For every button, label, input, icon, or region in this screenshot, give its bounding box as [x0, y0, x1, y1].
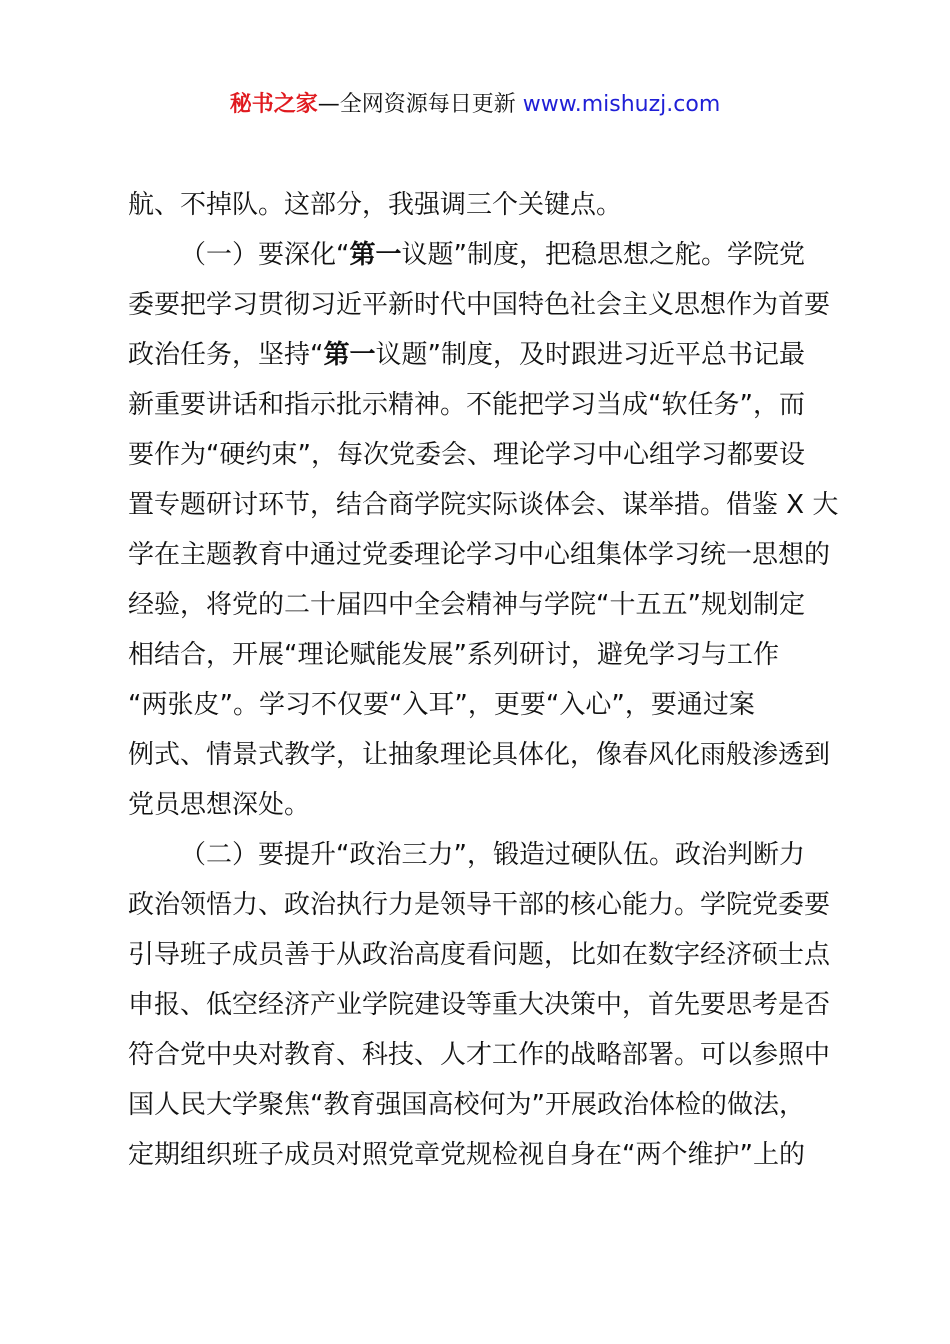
- text-run: 政治任务，坚持“: [128, 340, 324, 370]
- text-line: 经验，将党的二十届四中全会精神与学院“十五五”规划制定: [128, 590, 805, 620]
- header-url[interactable]: www.mishuzj.com: [522, 92, 721, 117]
- text-line: 新重要讲话和指示批示精神。不能把学习当成“软任务”，而: [128, 390, 805, 420]
- bold-text-run: 第一: [323, 340, 376, 370]
- text-run: （一）要深化“: [180, 240, 350, 270]
- text-line: 要作为“硬约束”，每次党委会、理论学习中心组学习都要设: [128, 440, 805, 470]
- text-line: [128, 330, 838, 380]
- text-run: 议题”制度，及时跟进习近平总书记最: [375, 340, 805, 370]
- text-line: 申报、低空经济产业学院建设等重大决策中，首先要思考是否: [128, 990, 831, 1020]
- text-line: [128, 230, 838, 280]
- text-line: “两张皮”。学习不仅要“入耳”，更要“入心”，要通过案: [128, 690, 755, 720]
- brand-name: 秘书之家: [229, 92, 318, 117]
- text-line: 党员思想深处。: [128, 790, 311, 820]
- text-line: 委要把学习贯彻习近平新时代中国特色社会主义思想作为首要: [128, 290, 831, 320]
- text-line: 置专题研讨环节，结合商学院实际谈体会、谋举措。借鉴 X 大: [128, 490, 839, 520]
- header-tagline: —全网资源每日更新: [317, 92, 523, 117]
- text-line: 学在主题教育中通过党委理论学习中心组集体学习统一思想的: [128, 540, 831, 570]
- text-line: 引导班子成员善于从政治高度看问题，比如在数字经济硕士点: [128, 940, 831, 970]
- text-line: 国人民大学聚焦“教育强国高校何为”开展政治体检的做法，: [128, 1090, 805, 1120]
- document-body: [128, 180, 838, 1180]
- page-header: [0, 88, 950, 122]
- bold-text-run: 第一: [349, 240, 402, 270]
- text-line: 政治领悟力、政治执行力是领导干部的核心能力。学院党委要: [128, 890, 831, 920]
- text-line: （二）要提升“政治三力”，锻造过硬队伍。政治判断力: [180, 840, 805, 870]
- text-line: 符合党中央对教育、科技、人才工作的战略部署。可以参照中: [128, 1040, 831, 1070]
- text-run: 议题”制度，把稳思想之舵。学院党: [401, 240, 805, 270]
- text-line: 航、不掉队。这部分，我强调三个关键点。: [128, 190, 623, 220]
- text-line: 例式、情景式教学，让抽象理论具体化，像春风化雨般渗透到: [128, 740, 831, 770]
- text-line: 定期组织班子成员对照党章党规检视自身在“两个维护”上的: [128, 1140, 805, 1170]
- text-line: 相结合，开展“理论赋能发展”系列研讨，避免学习与工作: [128, 640, 779, 670]
